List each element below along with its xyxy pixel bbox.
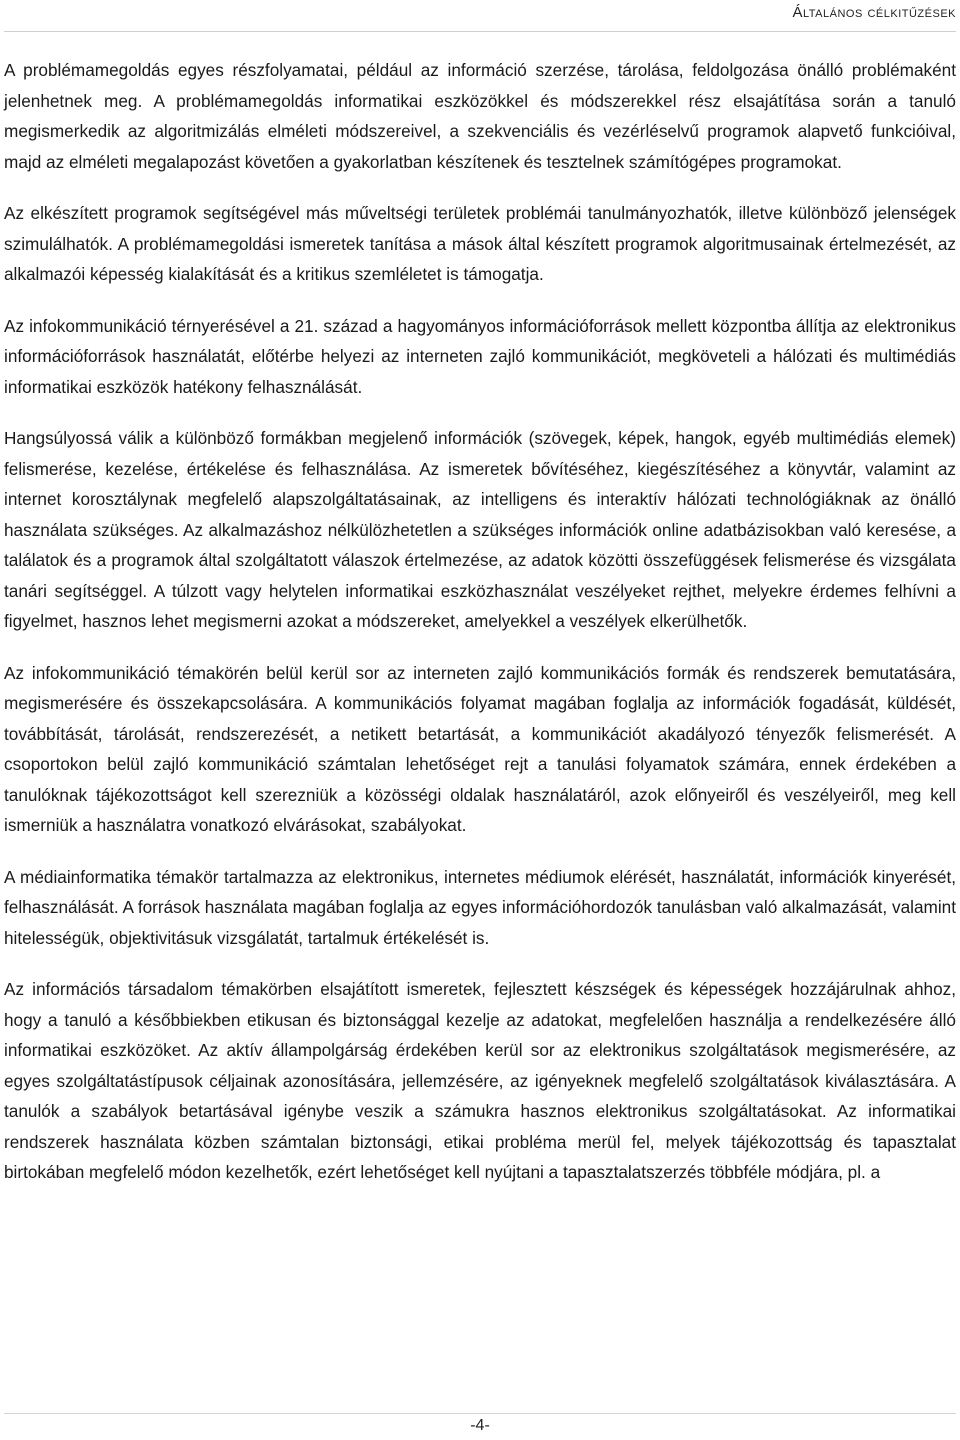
running-header: Általános célkitűzések [792,4,956,21]
header-divider [4,31,956,32]
paragraph-infocommunication: Az infokommunikáció térnyerésével a 21. század a hagyományos információforrások mellett központba állítja az elektronikus információforrások használatát, előtérbe helyezi az interneten zajló kommunikációt, megköveteli a hálózati és multimédiás informatikai eszközök hatékony felhasználását. [4,315,956,397]
paragraph-information-forms: Hangsúlyossá válik a különböző formákban megjelenő információk (szövegek, képek, hangok, egyéb multimédiás elemek) felismerése, kezelése, értékelése és felhasználása. Az ismeretek bővítéséhez, kiegészítéséhez a könyvtár, valamint az internet korosztálynak megfelelő alapszolgáltatásainak, az intelligens és interaktív hálózati technológiáknak az önálló használata szükséges. Az alkalmazáshoz nélkülözhetetlen a szükséges információk online adatbázisokban való keresése, a találatok és a programok által szolgáltatott válaszok értelmezése, az adatok közötti összefüggések felismerése és vizsgálata tanári segítséggel. A túlzott vagy helytelen informatikai eszközhasználat veszélyeket rejthet, melyekre érdemes felhívni a figyelmet, hasznos lehet megismerni azokat a módszereket, amelyekkel a veszélyek elkerülhetők. [4,428,956,631]
page-number: -4- [470,1417,490,1434]
paragraph-problem-solving: A problémamegoldás egyes részfolyamatai, például az információ szerzése, tárolása, feldolgozása önálló problémaként jelenhetnek meg. A problémamegoldás informatikai eszközökkel és módszerekkel rész elsajátítása során a tanuló megismerkedik az algoritmizálás elméleti módszereivel, a szekvenciális és vezérléselvű programok alapvető funkcióival, majd az elméleti megalapozást követően a gyakorlatban készítenek és tesztelnek számítógépes programokat. [4,60,956,172]
paragraph-media-informatics: A médiainformatika témakör tartalmazza az elektronikus, internetes médiumok elérését, használatát, információk kinyerését, felhasználását. A források használata magában foglalja az egyes információhordozók tanulásban való alkalmazását, valamint hitelességük, objektivitásuk vizsgálatát, tartalmuk értékelését is. [4,866,956,948]
footer-divider [4,1413,956,1414]
paragraph-information-society: Az információs társadalom témakörben elsajátított ismeretek, fejlesztett készségek és képességek hozzájárulnak ahhoz, hogy a tanuló a későbbiekben etikusan és biztonsággal kezelje az adatokat, megfelelően használja a rendelkezésére álló informatikai eszközöket. Az aktív állampolgárság érdekében kerül sor az elektronikus szolgáltatások megismerésére, az egyes szolgáltatástípusok céljainak azonosítására, jellemzésére, az igényeknek megfelelő szolgáltatások kiválasztására. A tanulók a szabályok betartásával igénybe veszik a számukra hasznos elektronikus szolgáltatásokat. Az informatikai rendszerek használata közben számtalan biztonsági, etikai probléma merül fel, melyek tájékozottság és tapasztalat birtokában megfelelő módon kezelhetők, ezért lehetőséget kell nyújtani a tapasztalatszerzés többféle módjára, pl. a [4,979,956,1182]
paragraph-programs: Az elkészített programok segítségével más műveltségi területek problémái tanulmányozhatók, illetve különböző jelenségek szimulálhatók. A problémamegoldási ismeretek tanítása a mások által készített programok algoritmusainak értelmezését, az alkalmazói képesség kialakítását és a kritikus szemléletet is támogatja. [4,203,956,284]
document-body [4,55,956,1209]
paragraph-communication-forms: Az infokommunikáció témakörén belül kerül sor az interneten zajló kommunikációs formák és rendszerek bemutatására, megismerésére és összekapcsolására. A kommunikációs folyamat magában foglalja az információk fogadását, küldését, továbbítását, tárolását, rendszerezését, a netikett betartását, a kommunikációt akadályozó tényezők felismerését. A csoportokon belül zajló kommunikáció számtalan lehetőséget rejt a tanulási folyamatok számára, ennek érdekében a tanulóknak tájékozottságot kell szerezniük a közösségi oldalak használatáról, azok előnyeiről és veszélyeiről, meg kell ismerniük a használatra vonatkozó elvárásokat, szabályokat. [4,662,956,835]
